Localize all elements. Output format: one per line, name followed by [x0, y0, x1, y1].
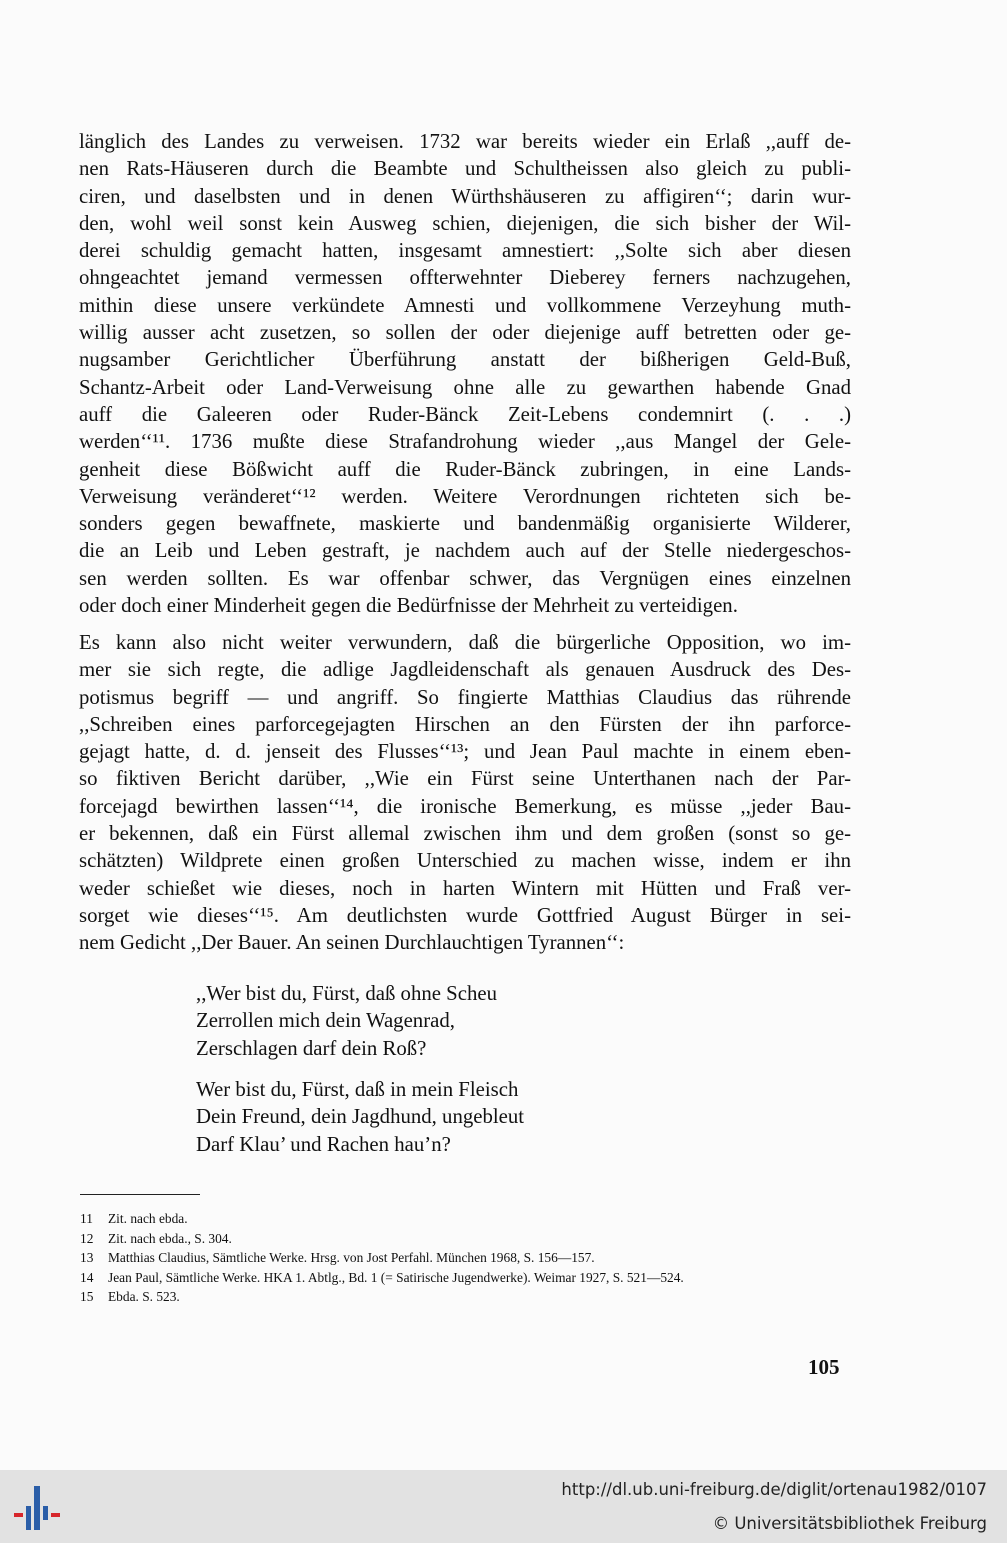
text-line: werden‘‘¹¹. 1736 mußte diese Strafandrohung wieder ,,aus Mangel der Gele-	[79, 430, 851, 454]
text-line: länglich des Landes zu verweisen. 1732 war bereits wieder ein Erlaß ,,auff de-	[79, 130, 851, 153]
text-line: willig ausser acht zusetzen, so sollen der oder diejenige auff betretten oder ge-	[79, 321, 851, 345]
page-number: 105	[808, 1355, 840, 1379]
poem-line: ,,Wer bist du, Fürst, daß ohne Scheu	[196, 982, 497, 1005]
footnote	[80, 1268, 850, 1288]
footnote-number: 15	[80, 1289, 94, 1304]
footnote-text: Matthias Claudius, Sämtliche Werke. Hrsg. von Jost Perfahl. München 1968, S. 156—157.	[108, 1250, 595, 1265]
text-line: auff die Galeeren oder Ruder-Bänck Zeit-Lebens condemnirt (. . .)	[79, 402, 851, 426]
text-line: potismus begriff — und angriff. So fingierte Matthias Claudius das rührende	[79, 685, 851, 709]
text-line: Verweisung veränderet‘‘¹² werden. Weitere Verordnungen richteten sich be-	[79, 484, 851, 508]
text-line: nem Gedicht ,,Der Bauer. An seinen Durchlauchtigen Tyrannen‘‘:	[79, 931, 625, 955]
text-line: oder doch einer Minderheit gegen die Bedürfnisse der Mehrheit zu verteidigen.	[79, 594, 738, 618]
footnote-text: Ebda. S. 523.	[108, 1289, 180, 1304]
footnote-text: Jean Paul, Sämtliche Werke. HKA 1. Abtlg., Bd. 1 (= Satirische Jugendwerke). Weimar 1927, S. 521—524.	[108, 1269, 684, 1285]
footnote-number: 12	[80, 1230, 94, 1246]
text-line: er bekennen, daß ein Fürst allemal zwischen ihm und dem großen (sonst so ge-	[79, 822, 851, 846]
footnote-number: 11	[80, 1211, 93, 1226]
text-line: den, wohl weil sonst kein Ausweg schien, diejenigen, die sich bisher der Wil-	[79, 211, 851, 235]
text-line: sonders gegen bewaffnete, maskierte und bandenmäßig organisierte Wilderer,	[79, 512, 851, 536]
footnote-text: Zit. nach ebda., S. 304.	[108, 1230, 232, 1246]
text-line: derei schuldig gemacht hatten, insgesamt amnestiert: ,,Solte sich aber diesen	[79, 239, 851, 263]
text-line: weder schießet wie dieses, noch in harten Wintern mit Hütten und Fraß ver-	[79, 876, 851, 900]
poem-line: Zerrollen mich dein Wagenrad,	[196, 1009, 455, 1033]
text-line: ohngeachtet jemand vermessen offterwehnter Dieberey ferners nachzugehen,	[79, 266, 851, 290]
document-url-link[interactable]: http://dl.ub.uni-freiburg.de/diglit/ortenau1982/0107	[561, 1480, 987, 1499]
text-line: Es kann also nicht weiter verwundern, daß die bürgerliche Opposition, wo im-	[79, 631, 851, 654]
footnote	[80, 1209, 850, 1229]
poem-line: Dein Freund, dein Jagdhund, ungebleut	[196, 1105, 525, 1129]
footnote-number: 14	[80, 1269, 94, 1285]
text-line: gejagt hatte, d. d. jenseit des Flusses‘‘¹³; und Jean Paul machte in einem eben-	[79, 740, 851, 764]
poem-line: Darf Klau’ und Rachen hau’n?	[196, 1132, 451, 1156]
text-line: genheit diese Bößwicht auff die Ruder-Bänck zubringen, in eine Lands-	[79, 457, 851, 481]
text-line: Schantz-Arbeit oder Land-Verweisung ohne alle zu gewarthen habende Gnad	[79, 375, 851, 399]
footnote-divider	[80, 1194, 200, 1195]
text-line: schätzten) Wildprete einen großen Unterschied zu machen wisse, indem er ihn	[79, 849, 851, 873]
footnote-number: 13	[80, 1250, 94, 1265]
poem-stanza-1	[196, 980, 497, 1062]
text-line: ciren, und daselbsten und in denen Würthshäuseren zu affigiren‘‘; darin wur-	[79, 184, 851, 208]
paragraph-1	[79, 128, 851, 619]
ub-freiburg-logo-icon[interactable]	[12, 1482, 64, 1534]
copyright-text: © Universitätsbibliothek Freiburg	[712, 1514, 987, 1533]
text-line: die an Leib und Leben gestraft, je nachdem auch auf der Stelle niedergeschos-	[79, 539, 851, 563]
text-line: nen Rats-Häuseren durch die Beambte und Schultheissen also gleich zu publi-	[79, 157, 851, 181]
text-line: nugsamber Gerichtlicher Überführung anstatt der bißherigen Geld-Buß,	[79, 348, 851, 372]
footnote-text: Zit. nach ebda.	[108, 1211, 188, 1226]
text-line: sen werden sollten. Es war offenbar schwer, das Vergnügen eines einzelnen	[79, 566, 851, 590]
footnotes	[80, 1209, 850, 1307]
text-line: mithin diese unsere verkündete Amnesti und vollkommene Verzeyhung muth-	[79, 293, 851, 317]
text-line: forcejagd bewirthen lassen‘‘¹⁴, die ironische Bemerkung, es müsse ,,jeder Bau-	[79, 794, 851, 818]
poem-line: Zerschlagen darf dein Roß?	[196, 1036, 427, 1060]
poem-line: Wer bist du, Fürst, daß in mein Fleisch	[196, 1078, 519, 1101]
viewer-footer	[0, 1470, 1007, 1543]
footnote	[80, 1287, 850, 1307]
text-line: so fiktiven Bericht darüber, ,,Wie ein Fürst seine Unterthanen nach der Par-	[79, 767, 851, 791]
text-line: sorget wie dieses‘‘¹⁵. Am deutlichsten wurde Gottfried August Bürger in sei-	[79, 903, 851, 927]
paragraph-2	[79, 629, 851, 957]
footnote	[80, 1229, 850, 1249]
text-line: mer sie sich regte, die adlige Jagdleidenschaft als genauen Ausdruck des Des-	[79, 658, 851, 682]
text-line: ,,Schreiben eines parforcegejagten Hirschen an den Fürsten der ihn parforce-	[79, 712, 851, 736]
poem-stanza-2	[196, 1076, 524, 1158]
footnote	[80, 1248, 850, 1268]
